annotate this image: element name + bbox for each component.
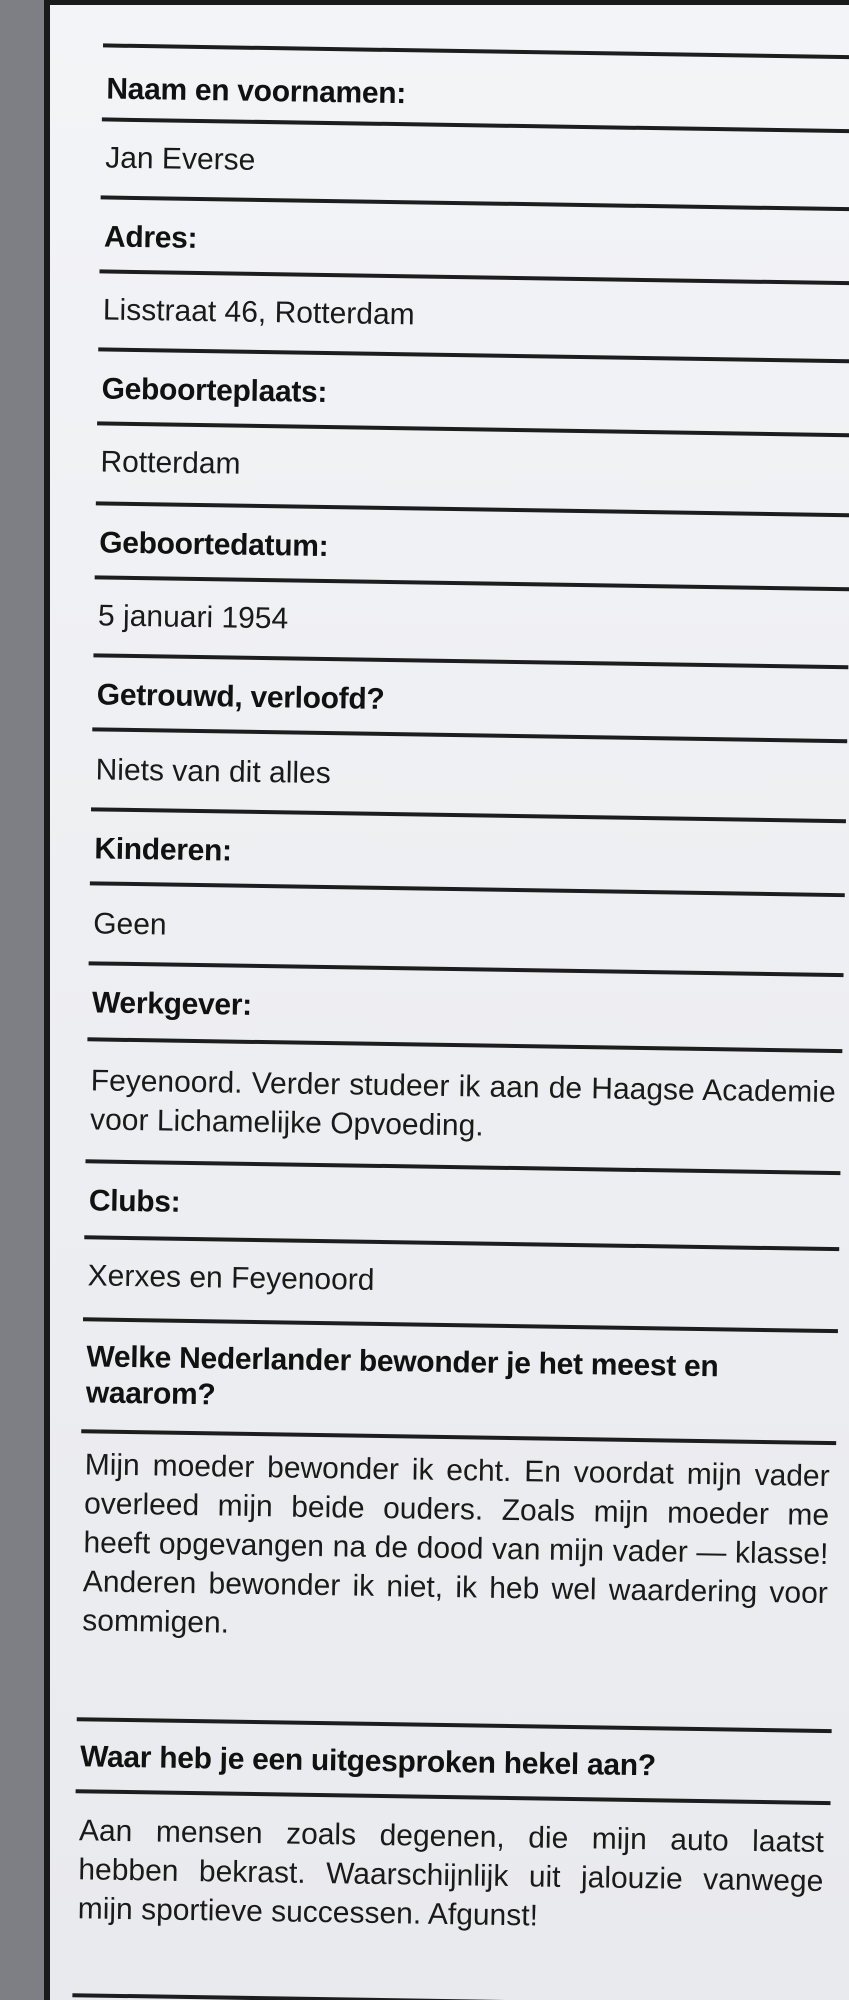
divider-rule [93,653,848,669]
field-label-geboorteplaats: Geboorteplaats: [101,372,328,409]
field-label-adres: Adres: [103,220,198,255]
field-label-kinderen: Kinderen: [94,832,232,868]
divider-rule [85,1159,840,1175]
divider-rule [77,1717,832,1733]
field-label-werkgever: Werkgever: [91,986,253,1022]
divider-rule [81,1429,836,1445]
field-value-clubs: Xerxes en Feyenoord [87,1259,375,1297]
divider-rule [97,421,849,437]
divider-rule [95,575,849,591]
divider-rule [102,117,849,133]
field-label-hekel: Waar heb je een uitgesproken hekel aan? [79,1740,657,1783]
divider-rule [101,195,849,211]
divider-rule [90,881,845,897]
field-value-adres: Lisstraat 46, Rotterdam [102,293,415,332]
field-label-naam: Naam en voornamen: [106,72,407,111]
divider-rule [103,43,849,59]
field-label-getrouwd: Getrouwd, verloofd? [96,678,385,716]
field-label-geboortedatum: Geboortedatum: [98,526,329,564]
field-value-naam: Jan Everse [105,141,256,177]
field-value-nederlander: Mijn moeder bewonder ik echt. En voordat mijn vader overleed mijn beide ouders. Zoals mijn moeder me heeft opgevangen na de dood van mijn vader — klasse! Anderen bewonder ik niet, ik heb wel waardering voor sommigen. [82,1448,830,1640]
divider-rule [92,727,847,743]
divider-rule [84,1235,839,1251]
questionnaire-form [44,0,849,2000]
field-value-kinderen: Geen [92,907,167,942]
divider-rule [98,347,849,363]
field-label-nederlander: Welke Nederlander bewonder je het meest en waarom? [85,1340,719,1412]
divider-rule [87,1037,842,1053]
divider-rule [76,1789,831,1805]
divider-rule [89,961,844,977]
field-value-geboorteplaats: Rotterdam [100,445,241,481]
field-value-getrouwd: Niets van dit alles [95,753,331,791]
field-value-geboortedatum: 5 januari 1954 [97,599,289,636]
divider-rule [83,1317,838,1333]
divider-rule [72,1993,827,2000]
questionnaire-page [44,0,849,2000]
divider-rule [96,501,849,517]
field-label-clubs: Clubs: [88,1184,181,1219]
field-value-werkgever: Feyenoord. Verder studeer ik aan de Haagse Academie voor Lichamelijke Opvoeding. [89,1064,836,1143]
field-value-hekel: Aan mensen zoals degenen, die mijn auto laatst hebben bekrast. Waarschijnlijk uit jalouzie vanwege mijn sportieve successen. Afgunst! [77,1814,825,1933]
divider-rule [91,807,846,823]
divider-rule [99,269,849,285]
